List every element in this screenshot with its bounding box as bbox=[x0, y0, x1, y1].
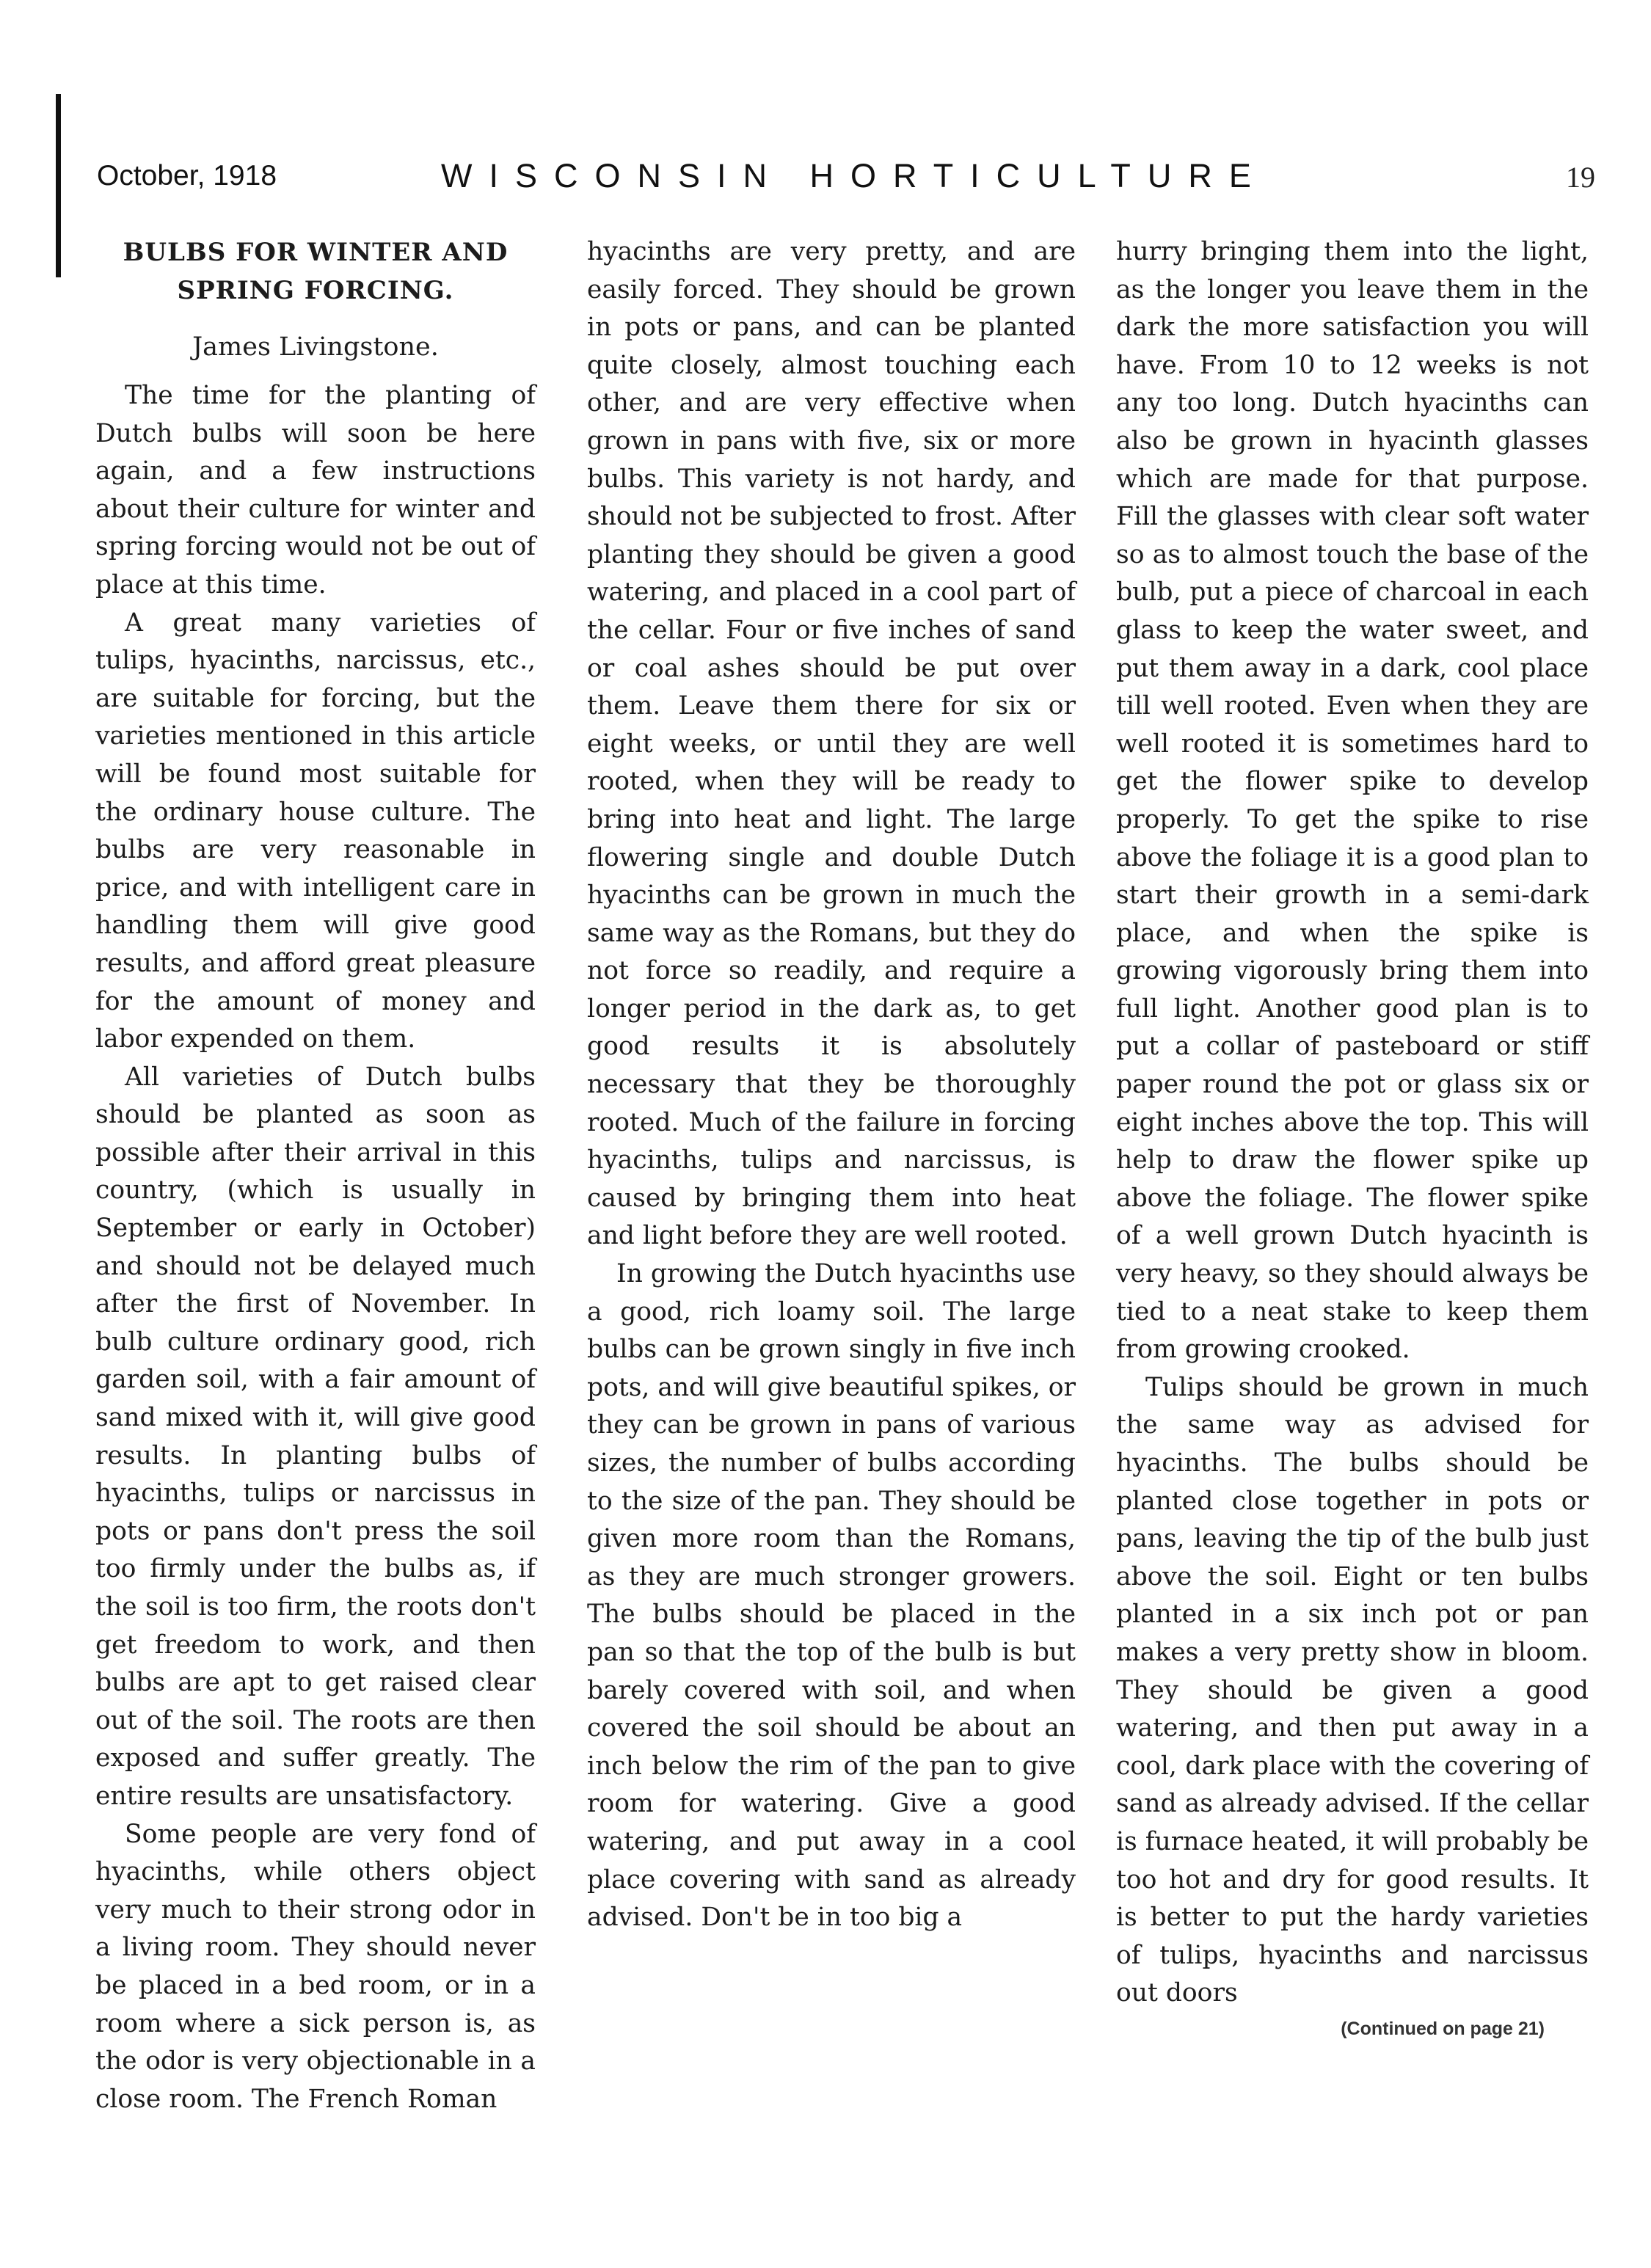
article-title-line-1: BULBS FOR WINTER AND bbox=[123, 238, 509, 267]
article-title-line-2: SPRING FORCING. bbox=[177, 276, 454, 305]
page-header bbox=[0, 157, 1651, 201]
column-3 bbox=[1116, 233, 1589, 2043]
paragraph: In growing the Dutch hyacinths use a good, rich loamy soil. The large bulbs can be grown singly in five inch pots, and will give beautiful spikes, or they can be grown in pans of various sizes, the number of bulbs according to the size of the pan. They should be given more room than the Romans, as they are much stronger growers. The bulbs should be placed in the pan so that the top of the bulb is but barely covered with soil, and when covered the soil should be about an inch below the rim of the pan to give room for watering. Give a good watering, and put away in a cool place covering with sand as already advised. Don't be in too big a bbox=[587, 1259, 1076, 1933]
column-1 bbox=[95, 233, 536, 2118]
column-2 bbox=[587, 233, 1076, 1937]
paragraph: All varieties of Dutch bulbs should be planted as soon as possible after their arrival in this country, (which is usually in September or early in October) and should not be delayed much after the first of November. In bulb culture ordinary good, rich garden soil, with a fair amount of sand mixed with it, will give good results. In planting bulbs of hyacinths, tulips or narcissus in pots or pans don't press the soil too firmly under the bulbs as, if the soil is too firm, the roots don't get freedom to work, and then bulbs are apt to get raised clear out of the soil. The roots are then exposed and suffer greatly. The entire results are unsatisfactory. bbox=[95, 1062, 536, 1811]
issue-date: October, 1918 bbox=[97, 160, 277, 192]
masthead: WISCONSIN HORTICULTURE bbox=[441, 157, 1268, 194]
paragraph: Some people are very fond of hyacinths, while others object very much to their strong odor in a living room. They should never be placed in a bed room, or in a room where a sick person is, as the odor is very objectionable in a close room. The French Roman bbox=[95, 1819, 536, 2114]
continued-note: (Continued on page 21) bbox=[1341, 2018, 1545, 2039]
paragraph-continued: hurry bringing them into the light, as the longer you leave them in the dark the more satisfaction you will have. From 10 to 12 weeks is not any too long. Dutch hyacinths can also be grown in hyacinth glasses which are made for that purpose. Fill the glasses with clear soft water so as to almost touch the base of the bulb, put a piece of charcoal in each glass to keep the water sweet, and put them away in a dark, cool place till well rooted. Even when they are well rooted it is sometimes hard to get the flower spike to develop properly. To get the spike to rise above the foliage it is a good plan to start their growth in a semi-dark place, and when the spike is growing vigorously bring them into full light. Another good plan is to put a collar of pasteboard or stiff paper round the pot or glass six or eight inches above the top. This will help to draw the flower spike up above the foliage. The flower spike of a well grown Dutch hyacinth is very heavy, so they should always be tied to a neat stake to keep them from growing crooked. bbox=[1116, 237, 1589, 1365]
page-number: 19 bbox=[1566, 161, 1595, 194]
article-title bbox=[95, 233, 536, 310]
article-author: James Livingstone. bbox=[192, 332, 439, 362]
paragraph: A great many varieties of tulips, hyacinths, narcissus, etc., are suitable for forcing, but the varieties mentioned in this article will be found most suitable for the ordinary house culture. The bulbs are very reasonable in price, and with intelligent care in handling them will give good results, and afford great pleasure for the amount of money and labor expended on them. bbox=[95, 608, 536, 1054]
paragraph: The time for the planting of Dutch bulbs will soon be here again, and a few instructions about their culture for winter and spring forcing would not be out of place at this time. bbox=[95, 381, 536, 599]
paragraph-continued: hyacinths are very pretty, and are easily forced. They should be grown in pots or pans, and can be planted quite closely, almost touching each other, and are very effective when grown in pans with five, six or more bulbs. This variety is not hardy, and should not be subjected to frost. After planting they should be given a good watering, and placed in a cool part of the cellar. Four or five inches of sand or coal ashes should be put over them. Leave them there for six or eight weeks, or until they are well rooted, when they will be ready to bring into heat and light. The large flowering single and double Dutch hyacinths can be grown in much the same way as the Romans, but they do not force so readily, and require a longer period in the dark as, to get good results it is absolutely necessary that they be thoroughly rooted. Much of the failure in forcing hyacinths, tulips and narcissus, is caused by bringing them into heat and light before they are well rooted. bbox=[587, 237, 1076, 1251]
paragraph: Tulips should be grown in much the same way as advised for hyacinths. The bulbs should be planted close together in pots or pans, leaving the tip of the bulb just above the soil. Eight or ten bulbs planted in a six inch pot or pan makes a very pretty show in bloom. They should be given a good watering, and then put away in a cool, dark place with the covering of sand as already advised. If the cellar is furnace heated, it will probably be too hot and dry for good results. It is better to put the hardy varieties of tulips, hyacinths and narcissus out doors bbox=[1116, 1372, 1589, 2008]
